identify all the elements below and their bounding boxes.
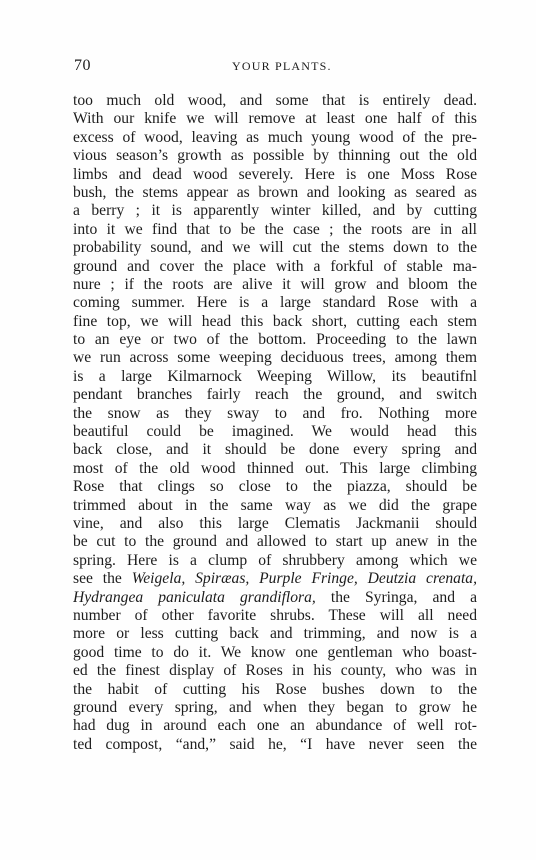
text-line <box>73 570 477 588</box>
text-run: a berry ; it is apparently winter killed, and by cutting <box>73 202 477 220</box>
text-run: pendant branches fairly reach the ground, and switch <box>73 386 477 404</box>
text-line <box>73 349 477 367</box>
text-run: back close, and it should be done every spring and <box>73 441 477 459</box>
text-run: With our knife we will remove at least one half of this <box>73 110 477 128</box>
text-run: fine top, we will head this back short, cutting each stem <box>73 312 477 330</box>
text-run: vine, and also this large Clematis Jackmanii should <box>73 514 477 532</box>
italic-text: Hydrangea paniculata grandiflora, <box>73 588 316 606</box>
text-run: limbs and dead wood severely. Here is one Moss Rose <box>73 165 477 183</box>
text-run: coming summer. Here is a large standard Rose with a <box>73 294 477 312</box>
text-run: is a large Kilmarnock Weeping Willow, its beautifnl <box>73 367 477 385</box>
text-line <box>73 478 477 496</box>
text-line <box>73 662 477 680</box>
text-run: bush, the stems appear as brown and looking as seared as <box>73 183 477 201</box>
italic-text: Weigela, Spiræas, Purple Fringe, Deutzia crenata, <box>131 570 477 588</box>
text-run: into it we find that to be the case ; the roots are in all <box>73 220 477 238</box>
text-run: had dug in around each one an abundance of well rot- <box>73 717 477 735</box>
text-line <box>73 589 477 607</box>
text-run: we run across some weeping deciduous trees, among them <box>73 349 477 367</box>
text-run: ground and cover the place with a forkful of stable ma- <box>73 257 477 275</box>
text-run: most of the old wood thinned out. This large climbing <box>73 459 477 477</box>
text-line <box>73 533 477 551</box>
text-run: ted compost, “and,” said he, “I have never seen the <box>73 735 477 753</box>
text-line <box>73 166 477 184</box>
text-line <box>73 515 477 533</box>
text-line <box>73 331 477 349</box>
text-run: good time to do it. We know one gentleman who boast- <box>73 643 477 661</box>
running-head: YOUR PLANTS. <box>232 59 332 73</box>
text-line <box>73 202 477 220</box>
text-line <box>73 276 477 294</box>
text-line <box>73 129 477 147</box>
text-line <box>73 405 477 423</box>
text-run: vious season’s growth as possible by thinning out the old <box>73 147 477 165</box>
text-run: probability sound, and we will cut the stems down to the <box>73 239 477 257</box>
text-line <box>73 717 477 735</box>
text-run: too much old wood, and some that is entirely dead. <box>73 92 477 109</box>
text-run: the habit of cutting his Rose bushes down to the <box>73 680 477 698</box>
text-run: Rose that clings so close to the piazza, should be <box>73 478 477 496</box>
text-line <box>73 147 477 165</box>
text-line <box>73 386 477 404</box>
text-run: trimmed about in the same way as we did the grape <box>73 496 477 514</box>
body-text <box>73 92 477 754</box>
text-run: to an eye or two of the bottom. Proceeding to the lawn <box>73 331 477 349</box>
text-line <box>73 644 477 662</box>
text-line <box>73 184 477 202</box>
text-run: see the <box>73 570 132 588</box>
text-line <box>73 607 477 625</box>
text-run: beautiful could be imagined. We would head this <box>73 423 477 441</box>
text-run: the Syringa, and a <box>315 588 477 606</box>
text-run: ground every spring, and when they began to grow he <box>73 698 477 716</box>
text-line <box>73 368 477 386</box>
text-line <box>73 699 477 717</box>
text-run: excess of wood, leaving as much young wood of the pre- <box>73 128 477 146</box>
text-line <box>73 313 477 331</box>
page-number: 70 <box>74 57 91 74</box>
text-line <box>73 423 477 441</box>
text-line <box>73 681 477 699</box>
text-line <box>73 736 477 754</box>
text-line <box>73 497 477 515</box>
text-line <box>73 625 477 643</box>
text-run: nure ; if the roots are alive it will grow and bloom the <box>73 275 477 293</box>
page-header <box>74 57 474 77</box>
text-run: spring. Here is a clump of shrubbery among which we <box>73 551 477 569</box>
text-run: ed the finest display of Roses in his county, who was in <box>73 662 477 680</box>
text-run: more or less cutting back and trimming, and now is a <box>73 625 477 643</box>
text-line <box>73 239 477 257</box>
text-line <box>73 221 477 239</box>
text-run: the snow as they sway to and fro. Nothing more <box>73 404 477 422</box>
text-run: number of other favorite shrubs. These will all need <box>73 606 477 624</box>
text-line <box>73 460 477 478</box>
text-line <box>73 258 477 276</box>
text-line <box>73 110 477 128</box>
text-line <box>73 552 477 570</box>
text-line <box>73 294 477 312</box>
text-line <box>73 441 477 459</box>
text-line <box>73 92 477 110</box>
text-run: be cut to the ground and allowed to start up anew in the <box>73 533 477 551</box>
